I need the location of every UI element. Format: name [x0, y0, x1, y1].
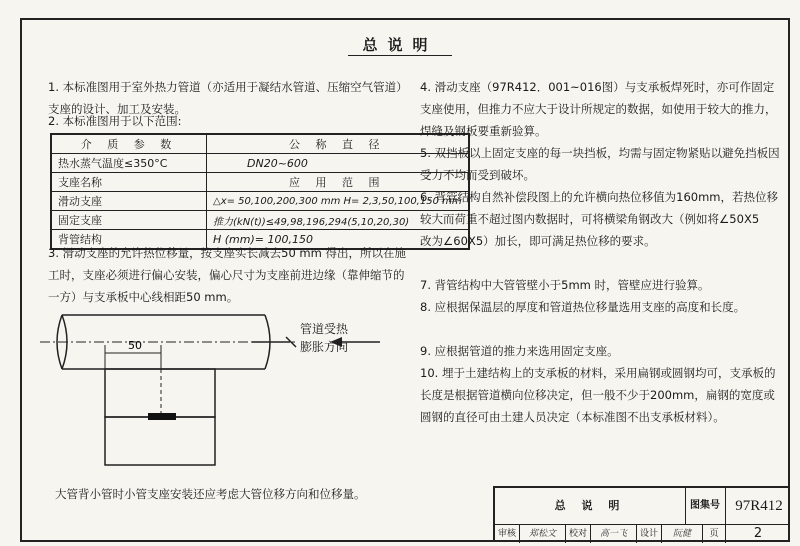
- dimension-label: 50: [128, 339, 142, 352]
- table-cell: 推力(kN(t))≤49,98,196,294(5,10,20,30): [207, 211, 469, 230]
- page-number: 2: [753, 526, 763, 541]
- table-cell: H (mm)= 100,150: [207, 230, 469, 250]
- note-8: 8. 应根据保温层的厚度和管道热位移量选用支座的高度和长度。: [420, 300, 746, 314]
- review-label: 审核: [495, 525, 520, 543]
- note-9: 9. 应根据管道的推力来选用固定支座。: [420, 344, 619, 358]
- table-cell: 热水蒸气温度≤350°C: [51, 154, 207, 173]
- diagram-caption: 大管背小管时小管支座安装还应考虑大管位移方向和位移量。: [55, 487, 366, 501]
- design-label: 设计: [637, 525, 662, 543]
- note-2: 2. 本标准图用于以下范围:: [48, 114, 182, 128]
- table-header-medium: 介 质 参 数: [51, 134, 207, 154]
- check-signature: 高一飞: [591, 525, 637, 543]
- table-header-diameter: 公 称 直 径: [207, 134, 469, 154]
- page-label: 页: [703, 525, 726, 543]
- atlas-number: 97R412: [735, 498, 783, 514]
- table-cell: 背管结构: [51, 230, 207, 250]
- note-7: 7. 背管结构中大管管壁小于5mm 时，管壁应进行验算。: [420, 278, 710, 292]
- note-10: 10. 埋于土建结构上的支承板的材料，采用扁钢或圆钢均可，支承板的长度是根据管道横向位移决定，但一般不少于200mm，扁钢的宽度或圆钢的直径可由土建人员决定（本标准图不出支承板材料）。: [420, 366, 776, 424]
- table-header-range: 应 用 范 围: [207, 173, 469, 192]
- note-4: 4. 滑动支座（97R412．001~016图）与支承板焊死时，亦可作固定支座使用，但推力不应大于设计所规定的数据，如使用于较大的推力，焊缝及钢板要重新验算。: [420, 80, 777, 138]
- title-underline: [348, 55, 452, 56]
- sliding-support-block: [105, 369, 215, 417]
- title-block-title: 总 说 明: [495, 488, 686, 524]
- table-cell: 固定支座: [51, 211, 207, 230]
- note-3: 3. 滑动支座的允许热位移量，按支座实长减去50 mm 得出，所以在施工时，支座必须进行偏心安装，偏心尺寸为支座前进边缘（靠伸缩节的一方）与支承板中心线相距50 mm。: [48, 246, 406, 304]
- atlas-number-label: 图集号: [685, 488, 726, 524]
- scope-table: [50, 133, 470, 250]
- check-label: 校对: [566, 525, 591, 543]
- review-signature: 郑松文: [520, 525, 566, 543]
- note-5: 5. 双挡板以上固定支座的每一块挡板，均需与固定物紧贴以避免挡板因受力不均而受到破坏。: [420, 146, 780, 182]
- table-cell: DN20~600: [207, 154, 469, 173]
- title-block: [493, 486, 790, 542]
- design-signature: 阮健: [662, 525, 703, 543]
- table-cell: 滑动支座: [51, 192, 207, 211]
- note-1: 1. 本标准图用于室外热力管道（亦适用于凝结水管道、压缩空气管道）支座的设计、加工及安装。: [48, 80, 408, 116]
- page-title: 总说明: [362, 36, 438, 54]
- support-plate-block: [105, 417, 215, 465]
- note-6: 6. 背管结构自然补偿段图上的允许横向热位移值为160mm，若热位移较大而荷重不超过图内数据时，可将横梁角钢改大（例如将∠50X5 改为∠60X5）加长，即可满足热位移的要求。: [420, 190, 778, 248]
- direction-label-line2: 膨胀方向: [300, 340, 349, 354]
- weld-mark: [148, 413, 176, 420]
- expansion-direction-label: [300, 320, 348, 356]
- table-cell: △x= 50,100,200,300 mm H= 2,3,50,100,150 mm: [207, 192, 469, 211]
- table-header-support-name: 支座名称: [51, 173, 207, 192]
- direction-label-line1: 管道受热: [300, 322, 349, 336]
